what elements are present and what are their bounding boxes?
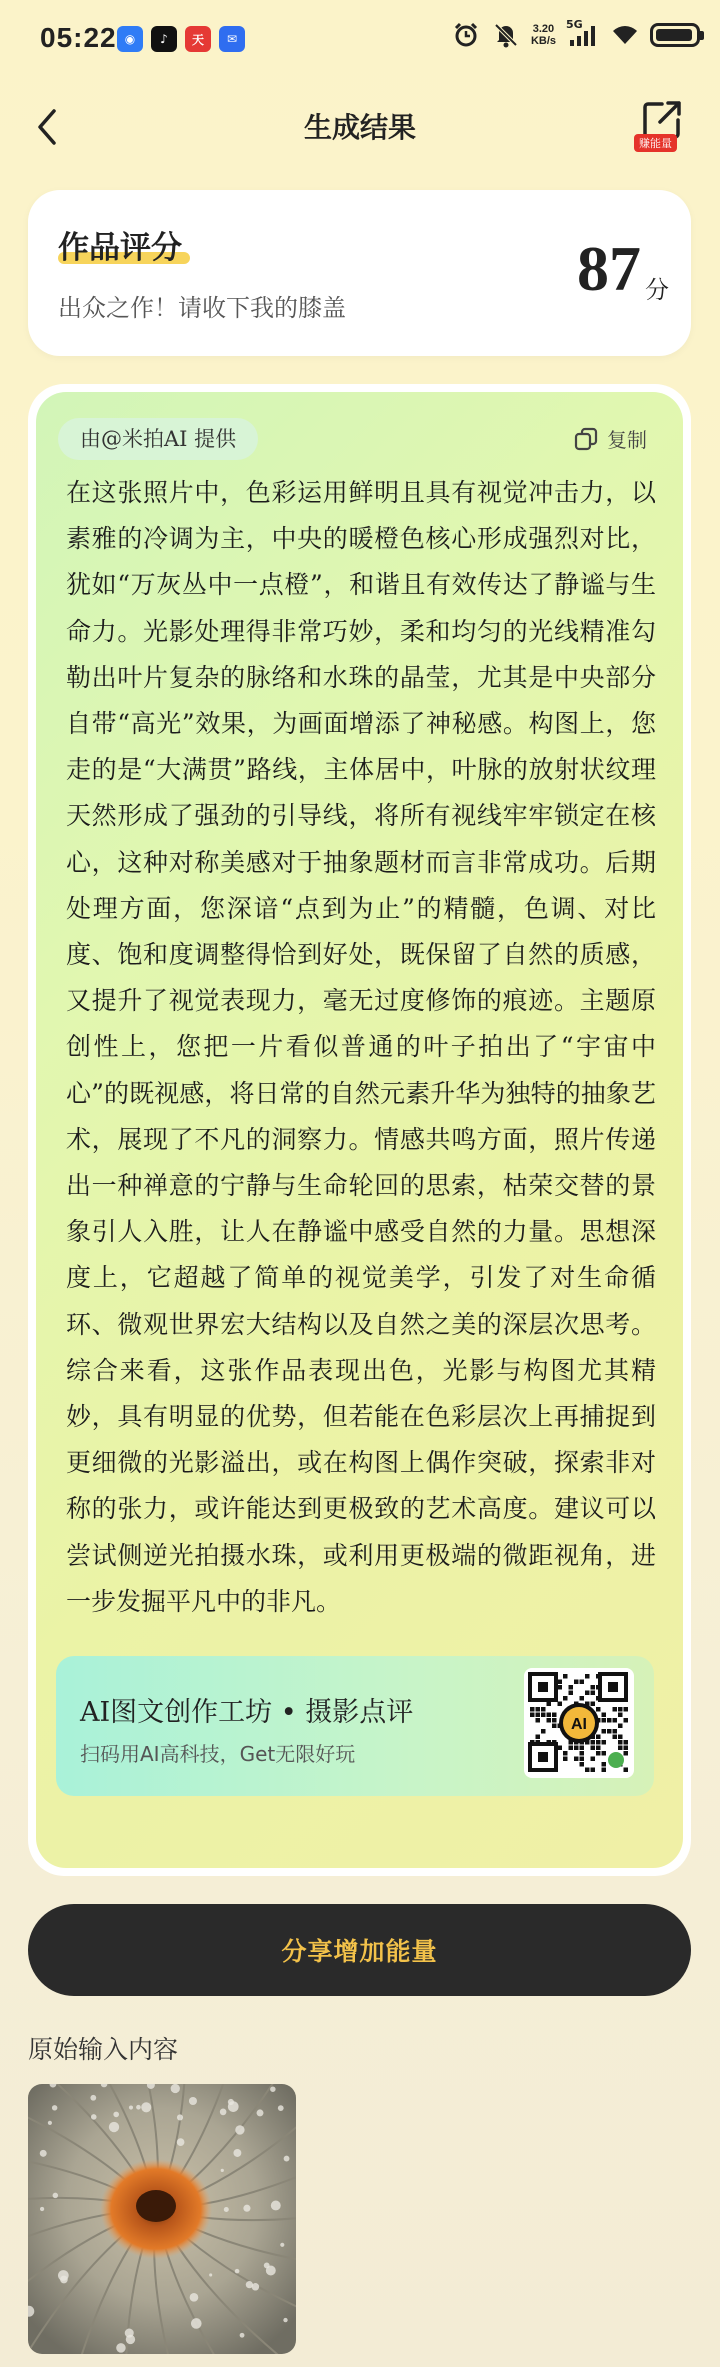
- copy-label: 复制: [607, 428, 647, 452]
- copy-button[interactable]: [573, 424, 647, 453]
- review-panel: [36, 392, 683, 1868]
- score-subtitle: 出众之作！请收下我的膝盖: [58, 294, 346, 322]
- review-card: [28, 384, 691, 1876]
- status-bar: [0, 0, 720, 86]
- score-card: [28, 190, 691, 356]
- system-icons: [451, 20, 700, 50]
- mute-icon: [491, 20, 521, 50]
- leaf-photo-icon: [28, 2084, 296, 2354]
- qr-logo-text: AI: [571, 1716, 587, 1733]
- promo-banner[interactable]: [56, 1656, 654, 1796]
- score-unit: 分: [645, 276, 669, 304]
- clock: 05:22: [40, 22, 117, 53]
- review-text: 在这张照片中，色彩运用鲜明且具有视觉冲击力，以素雅的冷调为主，中央的暖橙色核心形成强烈对比，犹如“万灰丛中一点橙”，和谐且有效传达了静谧与生命力。光影处理得非常巧妙，柔和均匀的光线精准勾勒出叶片复杂的脉络和水珠的晶莹，尤其是中央部分自带“高光”效果，为画面增添了神秘感。构图上，您走的是“大满贯”路线，主体居中，叶脉的放射状纹理天然形成了强劲的引导线，将所有视线牢牢锁定在核心，这种对称美感对于抽象题材而言非常成功。后期处理方面，您深谙“点到为止”的精髓，色调、对比度、饱和度调整得恰到好处，既保留了自然的质感，又提升了视觉表现力，毫无过度修饰的痕迹。主题原创性上，您把一片看似普通的叶子拍出了“宇宙中心”的既视感，将日常的自然元素升华为独特的抽象艺术，展现了不凡的洞察力。情感共鸣方面，照片传递出一种禅意的宁静与生命轮回的思索，枯荣交替的景象引人入胜，让人在静谧中感受自然的力量。思想深度上，它超越了简单的视觉美学，引发了对生命循环、微观世界宏大结构以及自然之美的深层次思考。综合来看，这张作品表现出色，光影与构图尤其精妙，具有明显的优势，但若能在色彩层次上再捕捉到更细微的光影溢出，或在构图上偶作突破，探索非对称的张力，或许能达到更极致的艺术高度。建议可以尝试侧逆光拍摄水珠，或利用更极端的微距视角，进一步发掘平凡中的非凡。: [66, 478, 656, 1616]
- tmall-app-icon: 天: [185, 26, 211, 52]
- provider-tag: 由@米拍AI 提供: [58, 418, 258, 460]
- promo-subtitle: 扫码用AI高科技，Get无限好玩: [80, 1742, 356, 1766]
- wifi-icon: [610, 20, 640, 50]
- share-button[interactable]: 分享增加能量: [28, 1904, 691, 1996]
- nav-bar: [0, 86, 720, 206]
- battery-icon: [650, 23, 700, 47]
- signal-icon: [566, 20, 600, 50]
- export-button[interactable]: [640, 98, 692, 154]
- energy-badge: 赚能量: [634, 134, 677, 152]
- original-image[interactable]: [28, 2084, 296, 2354]
- qr-code-icon[interactable]: [524, 1668, 634, 1778]
- alarm-icon: [451, 20, 481, 50]
- network-type: 5G: [566, 18, 583, 31]
- score-title: 作品评分: [58, 230, 182, 266]
- net-speed-value: 3.20: [532, 23, 555, 35]
- promo-title: AI图文创作工坊 • 摄影点评: [80, 1697, 414, 1728]
- original-input-title: 原始输入内容: [28, 2035, 179, 2064]
- copy-icon: [573, 426, 599, 452]
- notification-icons: [117, 26, 245, 52]
- page-title: 生成结果: [303, 111, 416, 144]
- chat-app-icon: ◉: [117, 26, 143, 52]
- net-speed-unit: KB/s: [530, 35, 556, 47]
- score-value: 87: [577, 233, 641, 304]
- tiktok-app-icon: ♪: [151, 26, 177, 52]
- assistant-app-icon: ✉: [219, 26, 245, 52]
- net-speed: [531, 23, 556, 47]
